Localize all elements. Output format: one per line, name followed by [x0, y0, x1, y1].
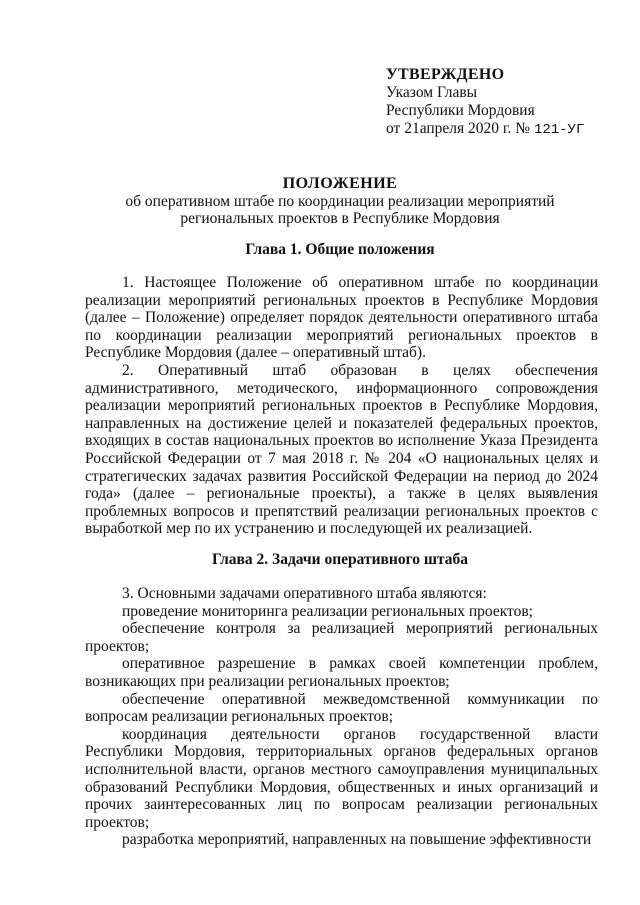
- paragraph: 2. Оперативный штаб образован в целях обеспечения административного, методического, информационного сопровождения реализации мероприятий региональных проектов в Республике Мордовия, направленных на достижение целей и показателей федеральных проектов, входящих в состав национальных проектов во исполнение Указа Президента Российской Федерации от 7 мая 2018 г. № 204 «О национальных целях и стратегических задачах развития Российской Федерации на период до 2024 года» (далее – региональные проекты), а также в целях выявления проблемных вопросов и препятствий реализации региональных проектов с выработкой мер по их устранению и последующей их реализацией.: [85, 361, 598, 538]
- approval-number: 121-УГ: [533, 122, 585, 138]
- document-subtitle-line2: региональных проектов в Республике Мордовия: [180, 210, 500, 227]
- chapter1-heading: Глава 1. Общие положения: [245, 241, 435, 258]
- list-item: обеспечение оперативной межведомственной коммуникации по вопросам реализации региональных проектов;: [85, 690, 598, 726]
- approval-heading: УТВЕРЖДЕНО: [386, 66, 505, 83]
- paragraph: 3. Основными задачами оперативного штаба являются:: [122, 585, 487, 602]
- list-item: разработка мероприятий, направленных на повышение эффективности: [122, 831, 592, 849]
- chapter2-heading: Глава 2. Задачи оперативного штаба: [211, 551, 469, 568]
- list-item: координация деятельности органов государственной власти Республики Мордовия, территориальных органов федеральных органов исполнительной власти, органов местного самоуправления муниципальных образований Республики Мордовия, общественных и иных организаций и прочих заинтересованных лиц по вопросам реализации региональных проектов;: [85, 725, 598, 831]
- document-title: ПОЛОЖЕНИЕ: [282, 175, 398, 192]
- list-item: проведение мониторинга реализации региональных проектов;: [122, 602, 533, 620]
- list-item: оперативное разрешение в рамках своей компетенции проблем, возникающих при реализации региональных проектов;: [85, 655, 598, 690]
- approval-line-decree: Указом Главы: [386, 84, 478, 101]
- document-subtitle-line1: об оперативном штабе по координации реализации мероприятий: [125, 192, 555, 210]
- approval-line-republic: Республики Мордовия: [386, 102, 535, 119]
- document-title-block: [60, 175, 620, 228]
- paragraph: 1. Настоящее Положение об оперативном штабе по координации реализации мероприятий региональных проектов в Республике Мордовия (далее – Положение) определяет порядок деятельности оперативного штаба по координации реализации мероприятий региональных проектов в Республике Мордовия (далее – оперативный штаб).: [85, 274, 598, 362]
- list-item: обеспечение контроля за реализацией мероприятий региональных проектов;: [85, 620, 598, 655]
- chapter1-body: [85, 274, 598, 538]
- approval-stamp: [386, 66, 584, 139]
- approval-date-line: [386, 120, 584, 139]
- chapter2-body: [85, 585, 598, 849]
- approval-date: от 21апреля 2020 г. №: [386, 120, 534, 137]
